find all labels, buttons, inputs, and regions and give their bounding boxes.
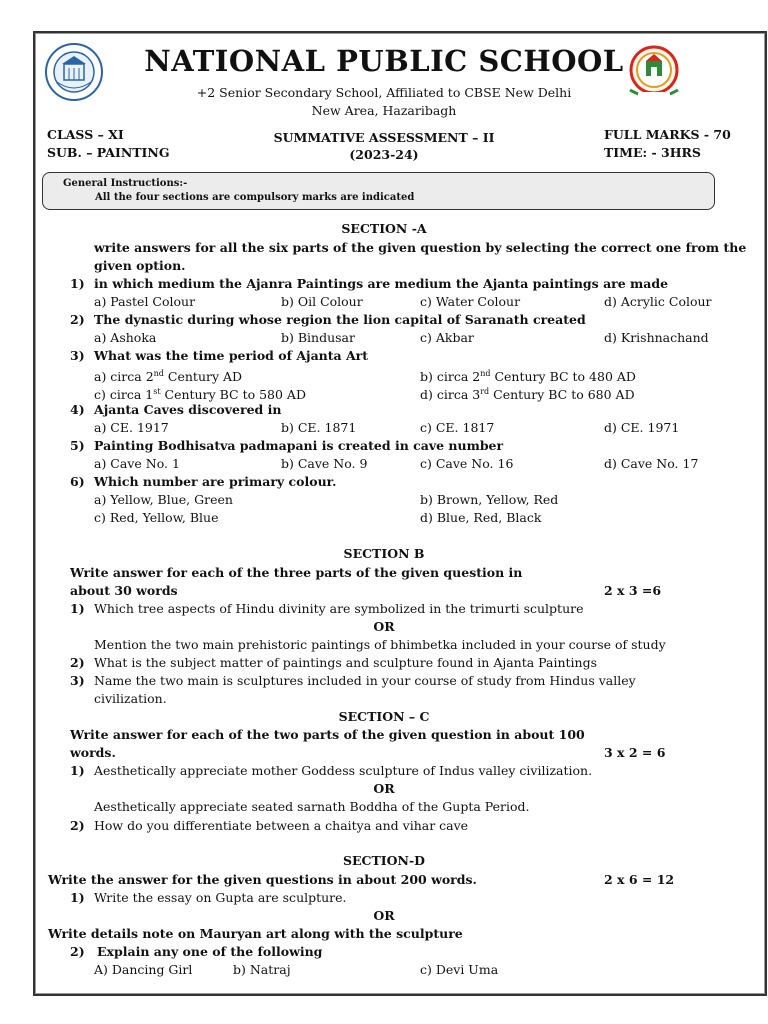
question-text: Ajanta Caves discovered in	[94, 402, 282, 417]
section-d-marks: 2 x 6 = 12	[604, 872, 675, 887]
section-c-intro: Write answer for each of the two parts of the given question in about 100	[70, 727, 585, 742]
question-number: 5)	[70, 438, 85, 453]
option-c: c) Red, Yellow, Blue	[94, 510, 219, 525]
option-d: d) Krishnachand	[604, 330, 709, 345]
question-number: 2)	[70, 312, 85, 327]
option-a: a) Pastel Colour	[94, 294, 196, 309]
question-text: Aesthetically appreciate mother Goddess sculpture of Indus valley civilization.	[94, 763, 593, 778]
question-text: Write the essay on Gupta are sculpture.	[94, 890, 347, 905]
address: New Area, Hazaribagh	[311, 103, 457, 118]
section-b-marks: 2 x 3 =6	[604, 583, 662, 598]
class-label: CLASS – XI	[47, 127, 124, 142]
or-label: OR	[373, 781, 395, 796]
school-name: NATIONAL PUBLIC SCHOOL	[144, 44, 624, 78]
option-b: b) Brown, Yellow, Red	[420, 492, 559, 507]
question-number: 3)	[70, 348, 85, 363]
section-a-title: SECTION -A	[341, 221, 427, 236]
option-c: c) Akbar	[420, 330, 474, 345]
affiliation: +2 Senior Secondary School, Affiliated to CBSE New Delhi	[196, 85, 572, 100]
option-c: c) Water Colour	[420, 294, 521, 309]
question-alt-text: Mention the two main prehistoric paintings of bhimbetka included in your course of study	[94, 637, 666, 652]
option-c: c) circa 1st Century BC to 580 AD	[94, 387, 306, 403]
question-text: Name the two main is sculptures included in your course of study from Hindus valley	[94, 673, 636, 688]
full-marks: FULL MARKS - 70	[604, 127, 731, 142]
question-number: 6)	[70, 474, 85, 489]
option-a: a) CE. 1917	[94, 420, 169, 435]
time-allowed: TIME: - 3HRS	[604, 145, 701, 160]
option-c: c) CE. 1817	[420, 420, 495, 435]
question-text: What was the time period of Ajanta Art	[94, 348, 369, 363]
question-number: 2)	[70, 818, 85, 833]
question-text: Which number are primary colour.	[94, 474, 337, 489]
option-d: d) CE. 1971	[604, 420, 680, 435]
option-b: b) Cave No. 9	[281, 456, 368, 471]
question-number: 4)	[70, 402, 85, 417]
or-label: OR	[373, 619, 395, 634]
question-number: 3)	[70, 673, 85, 688]
option-d: d) Cave No. 17	[604, 456, 699, 471]
section-a-intro: write answers for all the six parts of the given question by selecting the correct one from the	[94, 240, 747, 255]
question-number: 2)	[70, 944, 85, 959]
option-a: a) Yellow, Blue, Green	[94, 492, 233, 507]
instructions-box	[42, 172, 715, 210]
question-number: 1)	[70, 763, 85, 778]
option-c: c) Devi Uma	[420, 962, 499, 977]
option-b: b) Bindusar	[281, 330, 355, 345]
question-text-cont: civilization.	[94, 691, 167, 706]
question-text: How do you differentiate between a chaitya and vihar cave	[94, 818, 469, 833]
option-a: a) circa 2nd Century AD	[94, 369, 243, 385]
option-a: A) Dancing Girl	[94, 962, 193, 977]
section-c-intro-2: words.	[70, 745, 116, 760]
exam-session: (2023-24)	[349, 147, 419, 162]
section-c-marks: 3 x 2 = 6	[604, 745, 666, 760]
option-d: d) Blue, Red, Black	[420, 510, 542, 525]
question-text: What is the subject matter of paintings and sculpture found in Ajanta Paintings	[94, 655, 598, 670]
exam-title: SUMMATIVE ASSESSMENT – II	[273, 130, 495, 145]
section-a-intro-2: given option.	[94, 258, 186, 273]
section-d-intro: Write the answer for the given questions in about 200 words.	[48, 872, 477, 887]
section-b-title: SECTION B	[343, 546, 425, 561]
option-b: b) circa 2nd Century BC to 480 AD	[420, 369, 636, 385]
question-text: Painting Bodhisatva padmapani is created in cave number	[94, 438, 504, 453]
option-b: b) Natraj	[233, 962, 291, 977]
question-text: Which tree aspects of Hindu divinity are symbolized in the trimurti sculpture	[94, 601, 584, 616]
question-number: 1)	[70, 890, 85, 905]
question-number: 1)	[70, 276, 85, 291]
or-label: OR	[373, 908, 395, 923]
section-c-title: SECTION – C	[338, 709, 430, 724]
subject-label: SUB. – PAINTING	[47, 145, 170, 160]
question-text: in which medium the Ajanra Paintings are medium the Ajanta paintings are made	[94, 276, 669, 291]
instructions-text: All the four sections are compulsory marks are indicated	[95, 192, 415, 203]
section-b-intro: Write answer for each of the three parts of the given question in	[70, 565, 523, 580]
question-number: 1)	[70, 601, 85, 616]
question-text: The dynastic during whose region the lion capital of Saranath created	[94, 312, 586, 327]
option-b: b) CE. 1871	[281, 420, 357, 435]
option-d: d) Acrylic Colour	[604, 294, 712, 309]
option-a: a) Cave No. 1	[94, 456, 180, 471]
question-number: 2)	[70, 655, 85, 670]
section-d-title: SECTION-D	[343, 853, 425, 868]
section-b-intro-2: about 30 words	[70, 583, 178, 598]
question-alt-text: Aesthetically appreciate seated sarnath Boddha of the Gupta Period.	[94, 799, 530, 814]
instructions-heading: General Instructions:-	[63, 178, 188, 189]
question-alt-text: Write details note on Mauryan art along with the sculpture	[48, 926, 463, 941]
option-a: a) Ashoka	[94, 330, 157, 345]
option-c: c) Cave No. 16	[420, 456, 514, 471]
question-text: Explain any one of the following	[97, 944, 323, 959]
option-b: b) Oil Colour	[281, 294, 363, 309]
option-d: d) circa 3rd Century BC to 680 AD	[420, 387, 635, 403]
